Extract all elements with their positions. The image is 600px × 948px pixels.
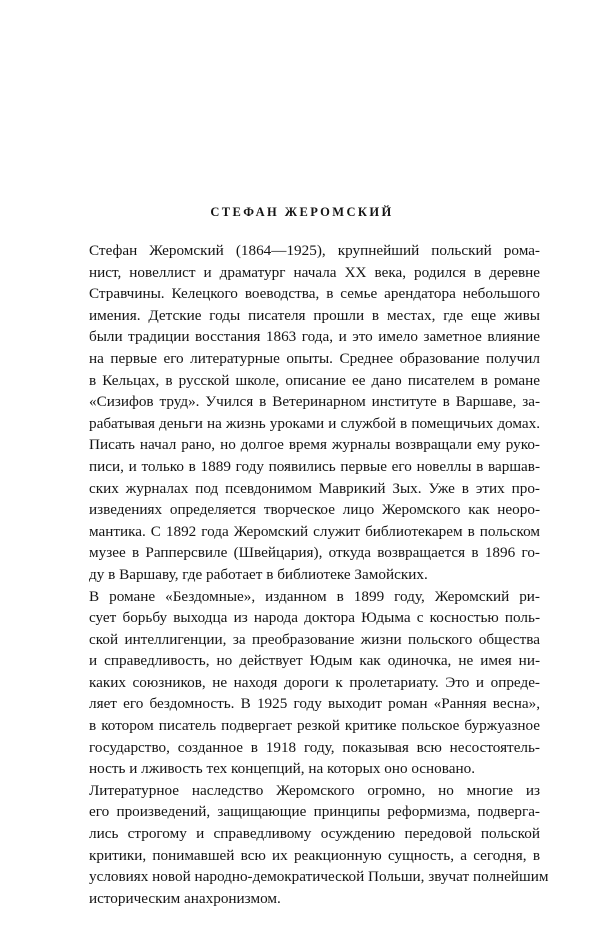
text-line: «Сизифов труд». Учился в Ветеринарном институте в Варшаве, за-: [89, 393, 540, 411]
text-line: Писать начал рано, но долгое время журналы возвращали ему руко-: [89, 436, 540, 454]
text-line: государство, созданное в 1918 году, показывая всю несостоятель-: [89, 738, 540, 756]
paragraph-3: [60, 780, 549, 910]
text-line: ду в Варшаву, где работает в библиотеке Замойских.: [89, 565, 428, 583]
text-line: мантика. С 1892 года Жеромский служит библиотекарем в польском: [89, 522, 540, 540]
text-line: имения. Детские годы писателя прошли в местах, где еще живы: [89, 306, 540, 324]
paragraph-2: [60, 586, 540, 780]
text-line: и справедливость, но действует Юдым как одиночка, не имея ни-: [89, 652, 540, 670]
text-line: музее в Рапперсвиле (Швейцария), откуда возвращается в 1896 го-: [89, 544, 540, 562]
text-line: рабатывая деньги на жизнь уроками и службой в помещичьих домах.: [89, 414, 540, 432]
text-line: критики, понимавшей всю их реакционную сущность, а сегодня, в: [89, 846, 540, 864]
text-line: в котором писатель подвергает резкой критике польское буржуазное: [89, 717, 540, 735]
paragraph-1: [60, 240, 540, 586]
text-line: писи, и только в 1889 году появились первые его новеллы в варшав-: [89, 457, 540, 475]
text-line: условиях новой народно-демократической Польши, звучат полнейшим: [89, 868, 549, 886]
text-line: его произведений, защищающие принципы реформизма, подверга-: [89, 803, 540, 821]
text-line: В романе «Бездомные», изданном в 1899 году, Жеромский ри-: [89, 587, 540, 605]
text-line: историческим анахронизмом.: [89, 889, 281, 907]
text-line: нист, новеллист и драматург начала XX века, родился в деревне: [89, 263, 540, 281]
text-line: ляет его бездомность. В 1925 году выходит роман «Ранняя весна»,: [89, 695, 540, 713]
text-line: лись строгому и справедливому осуждению передовой польской: [89, 825, 540, 843]
text-line: изведениях определяется творческое лицо Жеромского как неоро-: [89, 501, 540, 519]
text-line: ских журналах под псевдонимом Маврикий Зых. Уже в этих про-: [89, 479, 540, 497]
text-line: Литературное наследство Жеромского огромно, но многие из: [89, 781, 540, 799]
article-body: [60, 240, 549, 909]
text-line: Стравчины. Келецкого воеводства, в семье арендатора небольшого: [89, 285, 540, 303]
text-line: каких союзников, не находя дороги к пролетариату. Это и опреде-: [89, 673, 540, 691]
text-line: были традиции восстания 1863 года, и это имело заметное влияние: [89, 328, 540, 346]
text-line: ской интеллигенции, за преобразование жизни польского общества: [89, 630, 540, 648]
page-title: СТЕФАН ЖЕРОМСКИЙ: [210, 205, 394, 219]
text-line: в Кельцах, в русской школе, описание ее дано писателем в романе: [89, 371, 540, 389]
text-line: на первые его литературные опыты. Среднее образование получил: [89, 349, 540, 367]
text-line: сует борьбу выходца из народа доктора Юдыма с косностью поль-: [89, 609, 540, 627]
text-line: ность и лживость тех концепций, на которых оно основано.: [89, 760, 475, 778]
text-line: Стефан Жеромский (1864—1925), крупнейший польский рома-: [89, 242, 540, 259]
